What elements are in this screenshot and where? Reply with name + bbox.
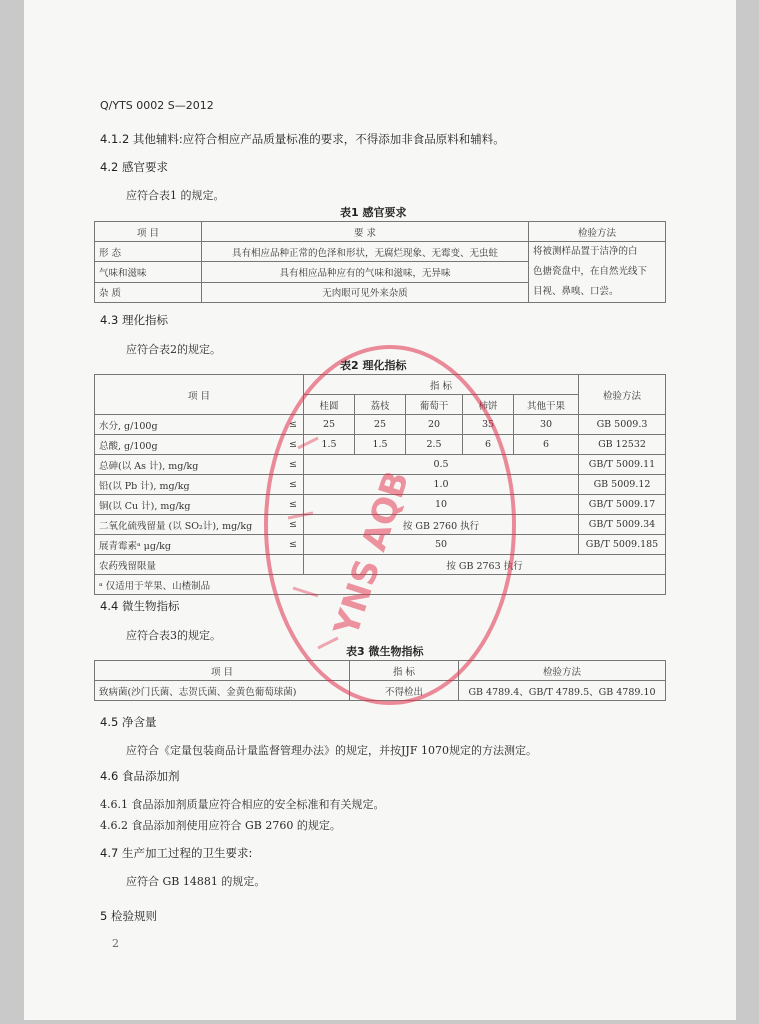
t2-r5-value: 10 bbox=[304, 495, 579, 515]
t3-r1-value: 不得检出 bbox=[350, 681, 459, 701]
t2-r1-v1: 25 bbox=[304, 415, 355, 435]
t2-r2-v5: 6 bbox=[514, 435, 579, 455]
t2-r7-value: 50 bbox=[304, 535, 579, 555]
page-number: 2 bbox=[112, 937, 119, 950]
t1-r1-item: 形 态 bbox=[95, 242, 202, 262]
t2-r6-op: ≤ bbox=[283, 515, 304, 535]
t2-sub-3: 葡萄干 bbox=[406, 395, 463, 415]
section-4-7-body: 应符合 GB 14881 的规定。 bbox=[126, 875, 266, 888]
t1-r3-item: 杂 质 bbox=[95, 282, 202, 302]
t3-h-item: 项 目 bbox=[95, 661, 350, 681]
t1-r1-req: 具有相应品种正常的色泽和形状，无腐烂现象、无霉变、无虫蛀 bbox=[202, 242, 529, 262]
t3-h-method: 检验方法 bbox=[459, 661, 666, 681]
standard-code: Q/YTS 0002 S—2012 bbox=[100, 99, 214, 112]
t1-r3-req: 无肉眼可见外来杂质 bbox=[202, 282, 529, 302]
t2-r5-method: GB/T 5009.17 bbox=[579, 495, 666, 515]
t2-r3-value: 0.5 bbox=[304, 455, 579, 475]
t2-r3-item: 总砷(以 As 计), mg/kg bbox=[95, 455, 284, 475]
t2-r1-item: 水分, g/100g bbox=[95, 415, 284, 435]
section-4-5-title: 4.5 净含量 bbox=[100, 715, 157, 729]
section-4-6-title: 4.6 食品添加剂 bbox=[100, 769, 180, 783]
t2-r5-item: 铜(以 Cu 计), mg/kg bbox=[95, 495, 284, 515]
t2-r2-method: GB 12532 bbox=[579, 435, 666, 455]
seal-text: YNS AQB bbox=[326, 466, 418, 641]
section-4-6-1: 4.6.1 食品添加剂质量应符合相应的安全标准和有关规定。 bbox=[100, 798, 385, 811]
section-4-2-title: 4.2 感官要求 bbox=[100, 160, 168, 174]
t1-method-line3: 目视、鼻嗅、口尝。 bbox=[533, 286, 619, 297]
t2-r7-method: GB/T 5009.185 bbox=[579, 535, 666, 555]
t2-r2-v1: 1.5 bbox=[304, 435, 355, 455]
section-4-2-body: 应符合表1 的规定。 bbox=[126, 189, 225, 202]
t2-sub-2: 荔枝 bbox=[355, 395, 406, 415]
t2-h-index: 指 标 bbox=[304, 375, 579, 395]
t2-r6-method: GB/T 5009.34 bbox=[579, 515, 666, 535]
section-4-5-body: 应符合《定量包装商品计量监督管理办法》的规定，并按JJF 1070规定的方法测定。 bbox=[126, 744, 537, 757]
t2-r1-method: GB 5009.3 bbox=[579, 415, 666, 435]
section-5-title: 5 检验规则 bbox=[100, 909, 157, 923]
t2-r1-v2: 25 bbox=[355, 415, 406, 435]
t2-r2-v4: 6 bbox=[463, 435, 514, 455]
t2-r7-op: ≤ bbox=[283, 535, 304, 555]
t2-sub-1: 桂圆 bbox=[304, 395, 355, 415]
t2-r6-item: 二氧化硫残留量 (以 SO₂计), mg/kg bbox=[95, 515, 284, 535]
section-4-1-2: 4.1.2 其他辅料:应符合相应产品质量标准的要求，不得添加非食品原料和辅料。 bbox=[100, 132, 505, 146]
section-4-3-title: 4.3 理化指标 bbox=[100, 313, 168, 327]
t2-r1-v3: 20 bbox=[406, 415, 463, 435]
t1-h-req: 要 求 bbox=[202, 222, 529, 242]
section-4-6-2: 4.6.2 食品添加剂使用应符合 GB 2760 的规定。 bbox=[100, 819, 341, 832]
t2-r1-v5: 30 bbox=[514, 415, 579, 435]
t1-h-item: 项 目 bbox=[95, 222, 202, 242]
t2-footnote: ᵃ 仅适用于苹果、山楂制品 bbox=[95, 575, 666, 595]
t2-r2-v2: 1.5 bbox=[355, 435, 406, 455]
section-4-3-body: 应符合表2的规定。 bbox=[126, 343, 221, 356]
t1-r2-item: 气味和滋味 bbox=[95, 262, 202, 282]
t2-r4-op: ≤ bbox=[283, 475, 304, 495]
t2-r4-value: 1.0 bbox=[304, 475, 579, 495]
t2-r4-method: GB 5009.12 bbox=[579, 475, 666, 495]
t2-r6-value: 按 GB 2760 执行 bbox=[304, 515, 579, 535]
section-4-7-title: 4.7 生产加工过程的卫生要求: bbox=[100, 846, 253, 860]
t2-r1-v4: 35 bbox=[463, 415, 514, 435]
t2-h-item: 项 目 bbox=[95, 375, 304, 415]
table3-caption: 表3 微生物指标 bbox=[346, 645, 424, 658]
t2-r2-v3: 2.5 bbox=[406, 435, 463, 455]
t2-pesticide-item: 农药残留限量 bbox=[95, 555, 304, 575]
t1-h-method: 检验方法 bbox=[529, 222, 666, 242]
t3-h-index: 指 标 bbox=[350, 661, 459, 681]
t2-r3-op: ≤ bbox=[283, 455, 304, 475]
t3-r1-item: 致病菌(沙门氏菌、志贺氏菌、金黄色葡萄球菌) bbox=[95, 681, 350, 701]
section-4-4-body: 应符合表3的规定。 bbox=[126, 629, 221, 642]
t2-r2-op: ≤ bbox=[283, 435, 304, 455]
t2-pesticide-value: 按 GB 2763 执行 bbox=[304, 555, 666, 575]
t3-r1-method: GB 4789.4、GB/T 4789.5、GB 4789.10 bbox=[459, 681, 666, 701]
t1-method-cell bbox=[529, 242, 666, 303]
table2-caption: 表2 理化指标 bbox=[340, 359, 407, 372]
t2-r5-op: ≤ bbox=[283, 495, 304, 515]
section-4-4-title: 4.4 微生物指标 bbox=[100, 599, 180, 613]
t2-r7-item: 展青霉素ᵃ μg/kg bbox=[95, 535, 284, 555]
t1-r2-req: 具有相应品种应有的气味和滋味，无异味 bbox=[202, 262, 529, 282]
t1-method-line2: 色搪瓷盘中，在自然光线下 bbox=[533, 266, 648, 277]
t2-sub-4: 柿饼 bbox=[463, 395, 514, 415]
t2-r1-op: ≤ bbox=[283, 415, 304, 435]
t2-r3-method: GB/T 5009.11 bbox=[579, 455, 666, 475]
t2-sub-5: 其他干果 bbox=[514, 395, 579, 415]
table1-caption: 表1 感官要求 bbox=[340, 206, 407, 219]
table1-sensory bbox=[94, 221, 666, 303]
t2-h-method: 检验方法 bbox=[579, 375, 666, 415]
t2-r4-item: 铅(以 Pb 计), mg/kg bbox=[95, 475, 284, 495]
company-seal-stamp bbox=[258, 338, 523, 713]
t2-r2-item: 总酸, g/100g bbox=[95, 435, 284, 455]
t1-method-line1: 将被测样品置于洁净的白 bbox=[533, 246, 638, 257]
